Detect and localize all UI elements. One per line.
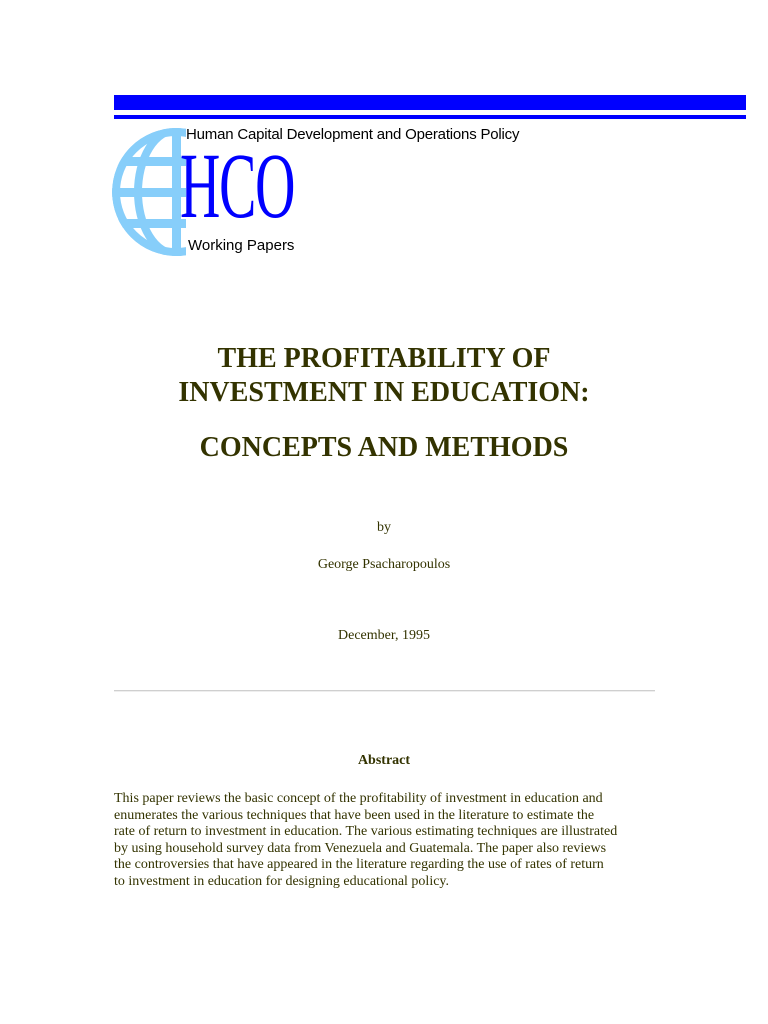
org-name: Human Capital Development and Operations Policy bbox=[186, 126, 520, 143]
paper-title-line-1: THE PROFITABILITY OF bbox=[217, 343, 551, 374]
abstract-line: the controversies that have appeared in the literature regarding the use of rates of return bbox=[114, 857, 604, 873]
series-name: Working Papers bbox=[188, 237, 295, 254]
abstract-text bbox=[114, 791, 674, 891]
abstract-line: This paper reviews the basic concept of the profitability of investment in education and bbox=[114, 791, 603, 806]
abstract-line: to investment in education for designing educational policy. bbox=[114, 873, 450, 889]
hco-acronym: HCO bbox=[180, 135, 295, 238]
abstract-line: rate of return to investment in education. The various estimating techniques are illustrated bbox=[114, 824, 618, 840]
publication-date: December, 1995 bbox=[338, 628, 430, 643]
hco-logo bbox=[0, 0, 768, 270]
author-name: George Psacharopoulos bbox=[317, 557, 451, 572]
abstract-line: by using household survey data from Venezuela and Guatemala. The paper also reviews bbox=[114, 840, 607, 856]
horizontal-divider bbox=[114, 690, 655, 692]
globe-icon bbox=[110, 124, 186, 260]
by-label: by bbox=[377, 520, 391, 535]
paper-title-line-2: INVESTMENT IN EDUCATION: bbox=[178, 377, 590, 408]
abstract-line: enumerates the various techniques that have been used in the literature to estimate the bbox=[114, 807, 595, 823]
paper-subtitle: CONCEPTS AND METHODS bbox=[199, 432, 569, 463]
abstract-heading: Abstract bbox=[357, 753, 411, 768]
